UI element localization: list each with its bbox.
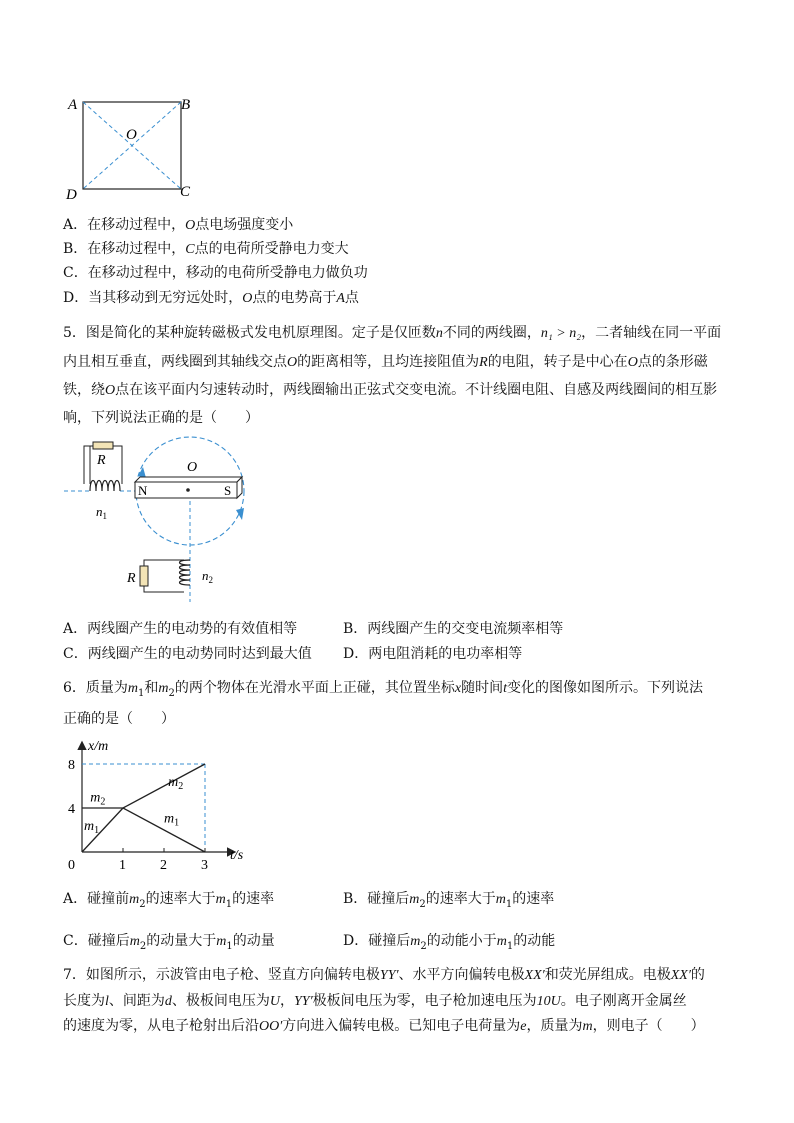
generator-diagram xyxy=(60,432,280,612)
x-tick-3: 3 xyxy=(201,858,208,873)
q4-option-a[interactable]: A．在移动过程中，O点电场强度变小 xyxy=(63,217,294,233)
q6-stem-line1: 6．质量为$m_1$和$m_2$的两个物体在光滑水平面上正碰，其位置坐标x随时间t变化的图像如图所示。下列说法 xyxy=(63,680,704,699)
q7-stem-line1: 7．如图所示，示波管由电子枪、竖直方向偏转电极YY′、水平方向偏转电极XX′和荧光屏组成。电极XX′的 xyxy=(63,967,705,983)
coil-1-wire xyxy=(90,446,122,484)
series-label-1: $m_2$ xyxy=(90,790,106,808)
q5-stem-line4: 响，下列说法正确的是（ ） xyxy=(63,410,259,426)
label-n2: $n_2$ xyxy=(202,568,213,585)
resistor-1 xyxy=(93,442,113,449)
magnet-front xyxy=(135,482,237,498)
series-line-2 xyxy=(123,764,205,808)
q6-option-d[interactable]: D．碰撞后$m_2$的动能小于$m_1$的动能 xyxy=(343,933,556,952)
x-tick-1: 1 xyxy=(119,858,126,873)
label-R2: R xyxy=(127,571,136,586)
x-t-chart xyxy=(58,735,258,873)
q5-option-c[interactable]: C．两线圈产生的电动势同时达到最大值 xyxy=(63,646,312,662)
q5-stem-line1: 5．图是简化的某种旋转磁极式发电机原理图。定子是仅匝数n不同的两线圈，n₁ > n₂，二者轴线在同一平面 xyxy=(63,325,722,341)
center-dot xyxy=(186,488,190,492)
coil-1 xyxy=(90,481,120,492)
label-O-center: O xyxy=(187,460,198,475)
q4-option-d[interactable]: D．当其移动到无穷远处时，O点的电势高于A点 xyxy=(63,290,359,306)
q5-stem-line3: 铁，绕O点在该平面内匀速转动时，两线圈输出正弦式交变电流。不计线圈电阻、自感及两线圈间的相互影 xyxy=(63,382,718,398)
q4-option-c[interactable]: C．在移动过程中，移动的电荷所受静电力做负功 xyxy=(63,265,368,281)
q6-option-b[interactable]: B．碰撞后$m_2$的速率大于$m_1$的速率 xyxy=(343,891,555,910)
q6-option-a[interactable]: A．碰撞前$m_2$的速率大于$m_1$的速率 xyxy=(63,891,275,910)
label-B: B xyxy=(181,97,191,113)
square-diagram xyxy=(60,92,200,204)
magnet-top-face xyxy=(135,477,242,482)
resistor-2 xyxy=(140,566,148,586)
x-tick-0: 0 xyxy=(68,858,75,873)
x-tick-2: 2 xyxy=(160,858,167,873)
q5-stem-line2: 内且相互垂直，两线圈到其轴线交点O的距离相等，且均连接阻值为R的电阻，转子是中心在O点的条形磁 xyxy=(63,354,708,370)
y-axis-label: x/m xyxy=(88,739,109,754)
label-A: A xyxy=(68,97,78,113)
magnet-n-pole: N xyxy=(138,483,148,498)
q4-option-b[interactable]: B．在移动过程中，C点的电荷所受静电力变大 xyxy=(63,241,349,257)
series-label-2: $m_2$ xyxy=(168,775,184,792)
diagonal-BD xyxy=(83,102,181,189)
label-O: O xyxy=(126,127,137,143)
q5-option-b[interactable]: B．两线圈产生的交变电流频率相等 xyxy=(343,621,564,637)
q5-option-a[interactable]: A．两线圈产生的电动势的有效值相等 xyxy=(63,621,298,637)
series-label-3: $m_1$ xyxy=(164,811,180,829)
q7-stem-line3: 的速度为零，从电子枪射出后沿OO′方向进入偏转电极。已知电子电荷量为e，质量为m，则电子（ ） xyxy=(63,1018,705,1034)
q6-option-c[interactable]: C．碰撞后$m_2$的动量大于$m_1$的动量 xyxy=(63,933,275,952)
q5-option-d[interactable]: D．两电阻消耗的电功率相等 xyxy=(343,646,523,662)
coil-2 xyxy=(180,560,191,585)
label-n1: $n_1$ xyxy=(96,504,107,521)
y-tick-4: 4 xyxy=(68,802,75,817)
y-tick-8: 8 xyxy=(68,758,75,773)
q6-stem-line2: 正确的是（ ） xyxy=(63,711,175,727)
q7-stem-line2: 长度为l、间距为d、极板间电压为U，YY′极板间电压为零，电子枪加速电压为10U。电子刚离开金属丝 xyxy=(63,993,687,1009)
magnet-s-pole: S xyxy=(224,483,232,498)
label-R1: R xyxy=(97,453,106,468)
label-C: C xyxy=(180,184,191,200)
x-axis-label: t/s xyxy=(230,848,244,863)
label-D: D xyxy=(66,187,77,203)
coil-2-wire xyxy=(144,560,184,592)
series-label-0: $m_1$ xyxy=(84,819,100,836)
